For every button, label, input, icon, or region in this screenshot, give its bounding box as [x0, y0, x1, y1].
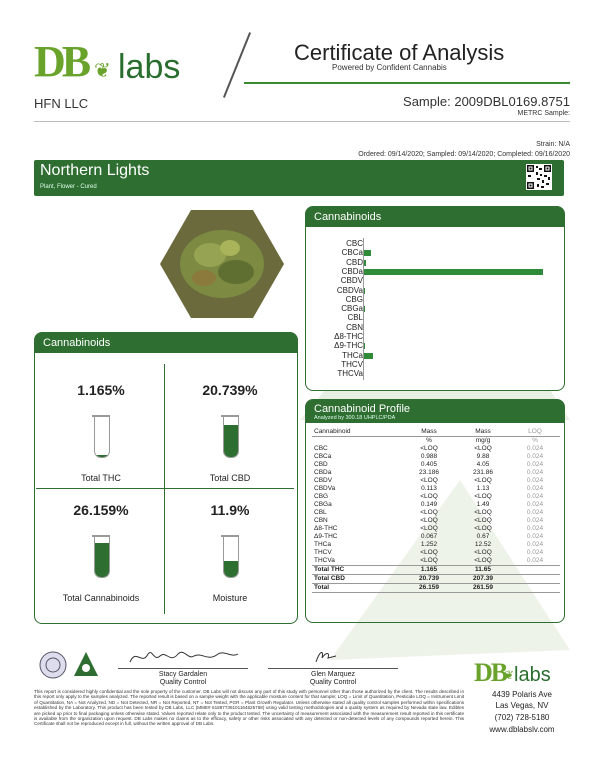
table-cell: 0.024 — [526, 557, 544, 564]
table-cell: <LOQ — [420, 477, 438, 484]
signer-name: Glen Marquez — [311, 671, 355, 678]
chart-label: CBCa — [341, 248, 363, 258]
accreditation-badge-icon — [38, 650, 68, 680]
table-cell: 0.024 — [526, 477, 544, 484]
table-cell: <LOQ — [420, 509, 438, 516]
table-cell: 0.024 — [526, 453, 544, 460]
table-cell: <LOQ — [474, 493, 492, 500]
moisture-tube-icon — [223, 537, 239, 578]
table-cell: 20.739 — [419, 575, 439, 582]
page-title: Certificate of Analysis — [294, 40, 505, 65]
flower-icon — [160, 210, 284, 318]
chart-label: CBDV — [340, 276, 363, 286]
table-cell: 0.405 — [420, 461, 438, 468]
summary-divider-v — [164, 364, 165, 614]
table-cell: Cannabinoid — [314, 428, 351, 435]
table-total-row — [312, 575, 560, 584]
table-cell: 0.67 — [476, 533, 490, 540]
table-cell: CBC — [314, 445, 328, 452]
table-cell: <LOQ — [420, 549, 438, 556]
profile-title: Cannabinoid Profile — [314, 403, 411, 415]
table-cell — [510, 566, 560, 575]
table-cell: 12.52 — [474, 541, 492, 548]
table-row — [312, 517, 560, 525]
table-cell: <LOQ — [420, 493, 438, 500]
table-cell: <LOQ — [474, 509, 492, 516]
phone: (702) 728-5180 — [494, 713, 550, 722]
table-cell: 0.024 — [526, 525, 544, 532]
table-row — [312, 509, 560, 517]
chart-axis — [363, 238, 364, 380]
table-cell: 0.024 — [526, 549, 544, 556]
signature-line — [118, 668, 248, 669]
total-thc-label: Total THC — [81, 473, 121, 483]
table-row — [312, 493, 560, 501]
table-cell: Mass — [421, 428, 437, 435]
table-cell: CBL — [314, 509, 327, 516]
table-cell: <LOQ — [420, 557, 438, 564]
table-cell: Total CBD — [314, 575, 345, 582]
table-cell: Δ9-THC — [314, 533, 338, 540]
table-cell: CBN — [314, 517, 328, 524]
table-cell: 0.024 — [526, 541, 544, 548]
website-link[interactable]: www.dblabslv.com — [489, 725, 555, 734]
table-cell: Mass — [475, 428, 491, 435]
table-row — [312, 461, 560, 469]
table-cell: CBDa — [314, 469, 332, 476]
table-units — [312, 437, 560, 446]
product-name: Northern Lights — [40, 162, 150, 179]
table-cell: <LOQ — [474, 557, 492, 564]
table-cell: CBG — [314, 493, 329, 500]
logo-labs: labs — [118, 48, 181, 86]
table-cell: <LOQ — [474, 445, 492, 452]
table-cell: 1.252 — [420, 541, 438, 548]
total-cbd-value: 20.739% — [202, 382, 258, 398]
table-cell: THCV — [314, 549, 332, 556]
client-name: HFN LLC — [34, 96, 89, 111]
total-thc-value: 1.165% — [77, 382, 125, 398]
table-cell: 4.05 — [476, 461, 490, 468]
leaf-icon: ❦ — [94, 60, 111, 82]
address-line1: 4439 Polaris Ave — [492, 690, 552, 699]
table-row — [312, 477, 560, 485]
table-cell: 0.024 — [526, 485, 544, 492]
table-cell: 0.113 — [421, 485, 437, 492]
signature-stacy-icon — [128, 646, 240, 668]
table-cell: 1.13 — [476, 485, 490, 492]
total-cannabinoids-tube-icon — [94, 537, 110, 578]
table-cell: <LOQ — [474, 517, 492, 524]
footer-logo-labs: labs — [514, 664, 551, 686]
signature-glen-icon — [312, 648, 340, 666]
table-total-row — [312, 566, 560, 575]
table-cell: 0.024 — [526, 469, 544, 476]
table-cell: 261.59 — [473, 584, 493, 591]
order-dates: Ordered: 09/14/2020; Sampled: 09/14/2020; Completed: 09/16/2020 — [358, 151, 570, 158]
signature-line — [268, 668, 398, 669]
qr-code-icon — [526, 164, 552, 190]
footer-logo-db: DB — [474, 658, 507, 687]
table-row — [312, 469, 560, 477]
chart-label: CBN — [346, 322, 363, 332]
table-cell: % — [426, 437, 432, 444]
table-cell: <LOQ — [420, 445, 438, 452]
table-cell: Total THC — [314, 566, 345, 573]
table-cell: <LOQ — [420, 525, 438, 532]
total-cannabinoids-value: 26.159% — [73, 502, 129, 518]
total-cbd-label: Total CBD — [209, 473, 251, 483]
table-cell: 23.186 — [419, 469, 439, 476]
table-cell: Δ8-THC — [314, 525, 338, 532]
table-cell: 11.65 — [475, 566, 491, 573]
address-line2: Las Vegas, NV — [495, 701, 549, 710]
table-cell: 0.024 — [526, 501, 544, 508]
summary-panel-title: Cannabinoids — [35, 333, 297, 353]
table-cell: 0.024 — [526, 509, 544, 516]
chart-label: Δ8-THC — [334, 332, 363, 341]
table-row — [312, 549, 560, 557]
chart-label: CBGa — [341, 304, 363, 314]
chart-bar — [363, 250, 371, 256]
chart-label: Δ9-THC — [334, 341, 363, 351]
table-cell: 1.165 — [420, 566, 438, 573]
signer-name: Stacy Gardalen — [158, 671, 208, 678]
table-cell: 207.39 — [473, 575, 493, 582]
sample-id: Sample: 2009DBL0169.8751 — [403, 94, 570, 109]
table-cell: 0.149 — [420, 501, 438, 508]
table-cell: 0.024 — [526, 445, 544, 452]
table-cell: mg/g — [475, 437, 491, 444]
moisture-value: 11.9% — [210, 502, 250, 518]
chart-bar — [363, 269, 543, 275]
table-cell: LOQ — [528, 428, 542, 435]
table-cell: CBDV — [314, 477, 333, 484]
table-cell: 0.067 — [420, 533, 438, 540]
product-type: Plant, Flower - Cured — [40, 184, 97, 190]
table-cell: 26.159 — [419, 584, 439, 591]
table-cell: 0.024 — [526, 461, 544, 468]
table-cell — [312, 437, 402, 446]
client-rule — [34, 121, 570, 122]
header-rule — [244, 82, 570, 84]
table-row — [312, 453, 560, 461]
table-row — [312, 525, 560, 533]
table-row — [312, 501, 560, 509]
chart-label: CBDa — [341, 266, 363, 276]
table-cell: CBD — [314, 461, 328, 468]
metrc-sample: METRC Sample: — [517, 110, 570, 117]
strain: Strain: N/A — [536, 141, 570, 148]
table-cell: <LOQ — [474, 549, 492, 556]
total-cannabinoids-label: Total Cannabinoids — [62, 593, 140, 603]
total-cbd-tube-icon — [223, 417, 239, 458]
signer-role: Quality Control — [159, 679, 207, 686]
table-cell: 0.024 — [526, 517, 544, 524]
table-cell — [510, 575, 560, 584]
profile-table-wrap — [312, 428, 560, 593]
page-subtitle: Powered by Confident Cannabis — [332, 63, 447, 72]
chart-label: CBDVa — [336, 285, 363, 295]
table-cell: THCa — [314, 541, 331, 548]
chart-label: THCVa — [337, 369, 363, 379]
table-cell: THCVa — [314, 557, 335, 564]
chart-label: CBD — [346, 257, 363, 267]
table-cell: CBGa — [314, 501, 332, 508]
chart-label: CBC — [346, 239, 363, 248]
table-cell: % — [532, 437, 538, 444]
chart-label: THCa — [342, 350, 363, 360]
table-cell: <LOQ — [474, 477, 492, 484]
chart-label: CBG — [345, 294, 363, 304]
profile-subtitle: Analyzed by 300.18 UHPLC/PDA — [314, 415, 396, 421]
total-thc-tube-icon — [94, 417, 110, 458]
chart-label: CBL — [347, 313, 363, 323]
table-row — [312, 485, 560, 493]
table-cell: Total — [314, 584, 330, 591]
table-total-row — [312, 584, 560, 593]
disclaimer-text: This report is considered highly confidential and the sole property of the customer. DB Labs will not discuss any part of this study with personnel other than those authorized by the client. The results described in this report only apply to the samples analyzed. The reported result is based on a sample weight with the applicable moisture content for that sample; LOQ = Limit of Quantitation, Pesticide LOQ = Instrument Limit of Quantitation, NA = Not Analyzed, ND = Not Detected, NR = Not Reported, NT = Not Tested, PGR = Plant Growth Regulator. Unless otherwise stated all quality control samples performed within specifications established by the Laboratory. This product has been tested by DB Labs, LLC (MME# 61887736101164525768) using valid testing methodologies and a quality system as required by Nevada state law. Edibles are picked up prior to final packaging unless otherwise stated. Values reported relate only to the product tested. The uncertainty of measurement associated with the measurement result reported in this certificate is available from the organization upon request. DB Labs makes no claims as to the efficacy, safety or other risks associated with any detected or non-detected levels of any compounds reported herein. This Certificate shall not be reproduced except in full, without the written approval of DB Labs. — [34, 689, 464, 727]
table-cell: 0.988 — [420, 453, 438, 460]
table-row — [312, 557, 560, 566]
table-cell: <LOQ — [474, 525, 492, 532]
table-cell: 9.88 — [476, 453, 490, 460]
table-row — [312, 533, 560, 541]
chart-label: THCV — [341, 359, 363, 369]
cannabinoids-bar-chart — [305, 236, 563, 386]
table-cell — [510, 584, 560, 593]
footer-leaf-icon: ❦ — [504, 668, 515, 682]
chart-bar — [363, 353, 373, 359]
profile-header — [306, 400, 564, 423]
table-cell: 231.86 — [473, 469, 493, 476]
table-cell: CBDVa — [314, 485, 336, 492]
table-row — [312, 541, 560, 549]
header-divider — [223, 32, 251, 98]
iso-badge-icon — [72, 650, 100, 680]
logo-db: DB — [34, 37, 88, 86]
table-row — [312, 445, 560, 453]
table-cell: <LOQ — [420, 517, 438, 524]
table-cell: 1.49 — [476, 501, 490, 508]
table-cell: CBCa — [314, 453, 332, 460]
profile-table — [312, 428, 560, 593]
moisture-label: Moisture — [212, 593, 248, 603]
signer-role: Quality Control — [309, 679, 357, 686]
table-header — [312, 428, 560, 437]
table-cell: 0.024 — [526, 493, 544, 500]
product-banner — [34, 160, 564, 196]
table-cell: 0.024 — [526, 533, 544, 540]
summary-divider-h — [36, 488, 294, 489]
chart-panel-title: Cannabinoids — [306, 207, 564, 227]
